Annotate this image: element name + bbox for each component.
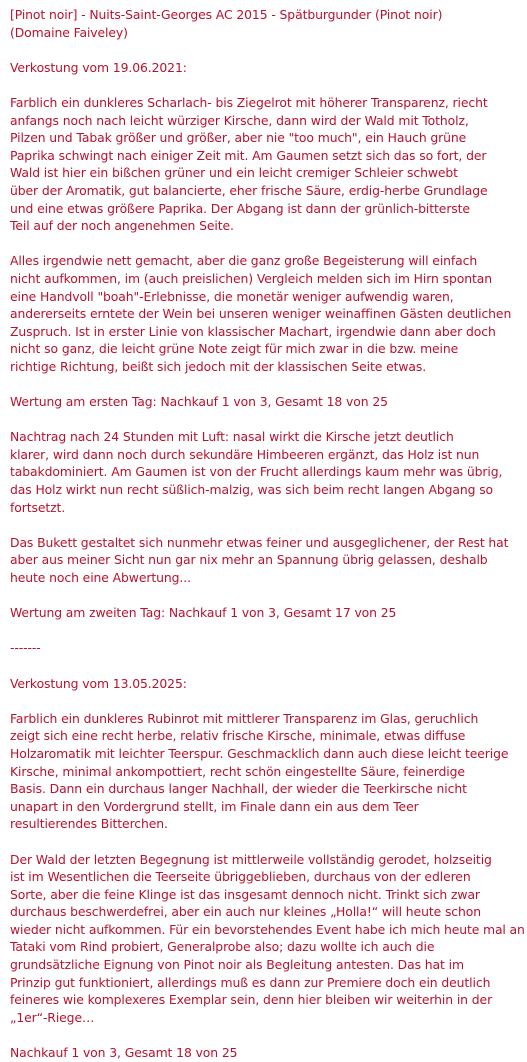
- text-line: klarer, wird dann noch durch sekundäre Himbeeren ergänzt, das Holz ist nun: [10, 446, 480, 462]
- text-line: Prinzip gut funktioniert, allerdings muß es dann zur Premiere doch ein deutlich: [10, 974, 491, 990]
- text-line: Sorte, aber die feine Klinge ist das insgesamt dennoch nicht. Trinkt sich zwar: [10, 886, 480, 902]
- text-line: Alles irgendwie nett gemacht, aber die ganz große Begeisterung will einfach: [10, 253, 478, 269]
- paragraph-gap: [10, 235, 525, 253]
- text-line: Teil auf der noch angenehmen Seite.: [10, 218, 234, 234]
- text-line: richtige Richtung, beißt sich jedoch mit der klassischen Seite etwas.: [10, 358, 427, 374]
- text-line: und eine etwas größere Paprika. Der Abgang ist dann der grünlich-bitterste: [10, 200, 470, 216]
- paragraph-gap: [10, 411, 525, 429]
- text-line: Holzaromatik mit leichter Teerspur. Geschmacklich dann auch diese leicht teerige: [10, 745, 509, 761]
- text-line: eine Handvoll "boah"-Erlebnisse, die monetär weniger aufwendig waren,: [10, 288, 454, 304]
- paragraph-gap: [10, 833, 525, 851]
- paragraph-gap: [10, 76, 525, 94]
- text-line: Farblich ein dunkleres Scharlach- bis Ziegelrot mit höherer Transparenz, riecht: [10, 94, 488, 110]
- text-line: „1er“-Riege…: [10, 1009, 95, 1025]
- tasting-paragraph: [10, 534, 525, 587]
- paragraph-gap: [10, 692, 525, 710]
- text-line: Farblich ein dunkleres Rubinrot mit mittlerer Transparenz im Glas, geruchlich: [10, 710, 479, 726]
- text-line: Paprika schwingt nach einiger Zeit mit. Am Gaumen setzt sich das so fort, der: [10, 147, 487, 163]
- text-line: andererseits erntete der Wein bei unseren weniger weinaffinen Gästen deutlichen: [10, 306, 512, 322]
- text-line: aber aus meiner Sicht nun gar nix mehr an Spannung übrig gelassen, deshalb: [10, 552, 488, 568]
- text-line: Nachtrag nach 24 Stunden mit Luft: nasal wirkt die Kirsche jetzt deutlich: [10, 429, 454, 445]
- paragraph-gap: [10, 375, 525, 393]
- paragraph-gap: [10, 587, 525, 605]
- tasting-paragraph: [10, 851, 525, 1027]
- text-line: tabakdominiert. Am Gaumen ist von der Frucht allerdings kaum mehr was übrig,: [10, 464, 503, 480]
- text-line: durchaus beschwerdefrei, aber ein auch nur kleines „Holla!“ will heute schon: [10, 904, 482, 920]
- text-line: Nachkauf 1 von 3, Gesamt 18 von 25: [10, 1045, 238, 1061]
- tasting-paragraph: [10, 252, 525, 375]
- text-line: (Domaine Faiveley): [10, 24, 128, 40]
- text-line: resultierendes Bitterchen.: [10, 816, 168, 832]
- text-line: heute noch eine Abwertung...: [10, 570, 191, 585]
- text-line: nicht aufkommen, im (auch preislichen) Vergleich melden sich im Hirn spontan: [10, 270, 492, 286]
- text-line: Der Wald der letzten Begegnung ist mittlerweile vollständig gerodet, holzseitig: [10, 851, 492, 867]
- text-line: feineres wie komplexeres Exemplar sein, denn hier bleiben wir weiterhin in der: [10, 992, 493, 1008]
- paragraph-gap: [10, 41, 525, 59]
- text-line: Basis. Dann ein durchaus langer Nachhall, der wieder die Teerkirsche nicht: [10, 781, 467, 797]
- tasting-note-document: [10, 6, 525, 1062]
- text-line: Wald ist hier ein bißchen grüner und ein leicht cremiger Schleier schwebt: [10, 165, 458, 181]
- wine-title: [10, 6, 525, 41]
- rating-line: [10, 1044, 525, 1062]
- text-line: zeigt sich eine recht herbe, relativ frische Kirsche, minimale, etwas diffuse: [10, 728, 466, 744]
- text-line: wieder nicht aufkommen. Für ein bevorstehendes Event habe ich mich heute mal an: [10, 921, 525, 937]
- text-line: Das Bukett gestaltet sich nunmehr etwas feiner und ausgeglichener, der Rest hat: [10, 534, 509, 550]
- text-line: über der Aromatik, gut balancierte, eher frische Säure, erdig-herbe Grundlage: [10, 182, 488, 198]
- text-line: anfangs noch nach leicht würziger Kirsche, dann wird der Wald mit Totholz,: [10, 112, 469, 128]
- text-line: [Pinot noir] - Nuits-Saint-Georges AC 2015 - Spätburgunder (Pinot noir): [10, 7, 443, 22]
- text-line: Wertung am zweiten Tag: Nachkauf 1 von 3, Gesamt 17 von 25: [10, 605, 397, 621]
- text-line: nicht so ganz, die leicht grüne Note zeigt für mich zwar in die bzw. meine: [10, 341, 459, 357]
- tasting-paragraph: [10, 428, 525, 516]
- text-line: Verkostung vom 13.05.2025:: [10, 675, 187, 691]
- text-line: Zuspruch. Ist in erster Linie von klassischer Machart, irgendwie dann aber doch: [10, 323, 496, 339]
- paragraph-gap: [10, 1026, 525, 1044]
- text-line: unapart in den Vordergrund stellt, im Finale dann ein aus dem Teer: [10, 798, 419, 814]
- paragraph-gap: [10, 657, 525, 675]
- text-line: grundsätzliche Eignung von Pinot noir als Begleitung antesten. Das hat im: [10, 957, 464, 973]
- tasting-date-heading: [10, 59, 525, 77]
- text-line: fortsetzt.: [10, 499, 66, 515]
- text-line: Verkostung vom 19.06.2021:: [10, 59, 187, 75]
- tasting-date-heading: [10, 675, 525, 693]
- text-line: Tataki vom Rind probiert, Generalprobe also; dazu wollte ich auch die: [10, 939, 435, 955]
- text-line: das Holz wirkt nun recht süßlich-malzig, was sich beim recht langen Abgang so: [10, 482, 494, 498]
- rating-line: [10, 393, 525, 411]
- tasting-paragraph: [10, 710, 525, 833]
- text-line: -------: [10, 640, 41, 656]
- text-line: Kirsche, minimal ankompottiert, recht schön eingestellte Säure, feinerdige: [10, 763, 465, 779]
- paragraph-gap: [10, 516, 525, 534]
- tasting-paragraph: [10, 94, 525, 235]
- text-line: Pilzen und Tabak größer und größer, aber nie "too much", ein Hauch grüne: [10, 130, 467, 146]
- paragraph-gap: [10, 622, 525, 640]
- text-line: Wertung am ersten Tag: Nachkauf 1 von 3, Gesamt 18 von 25: [10, 394, 388, 410]
- section-separator: [10, 639, 525, 657]
- text-line: ist im Wesentlichen die Teerseite übriggeblieben, durchaus von der edleren: [10, 869, 471, 885]
- rating-line: [10, 604, 525, 622]
